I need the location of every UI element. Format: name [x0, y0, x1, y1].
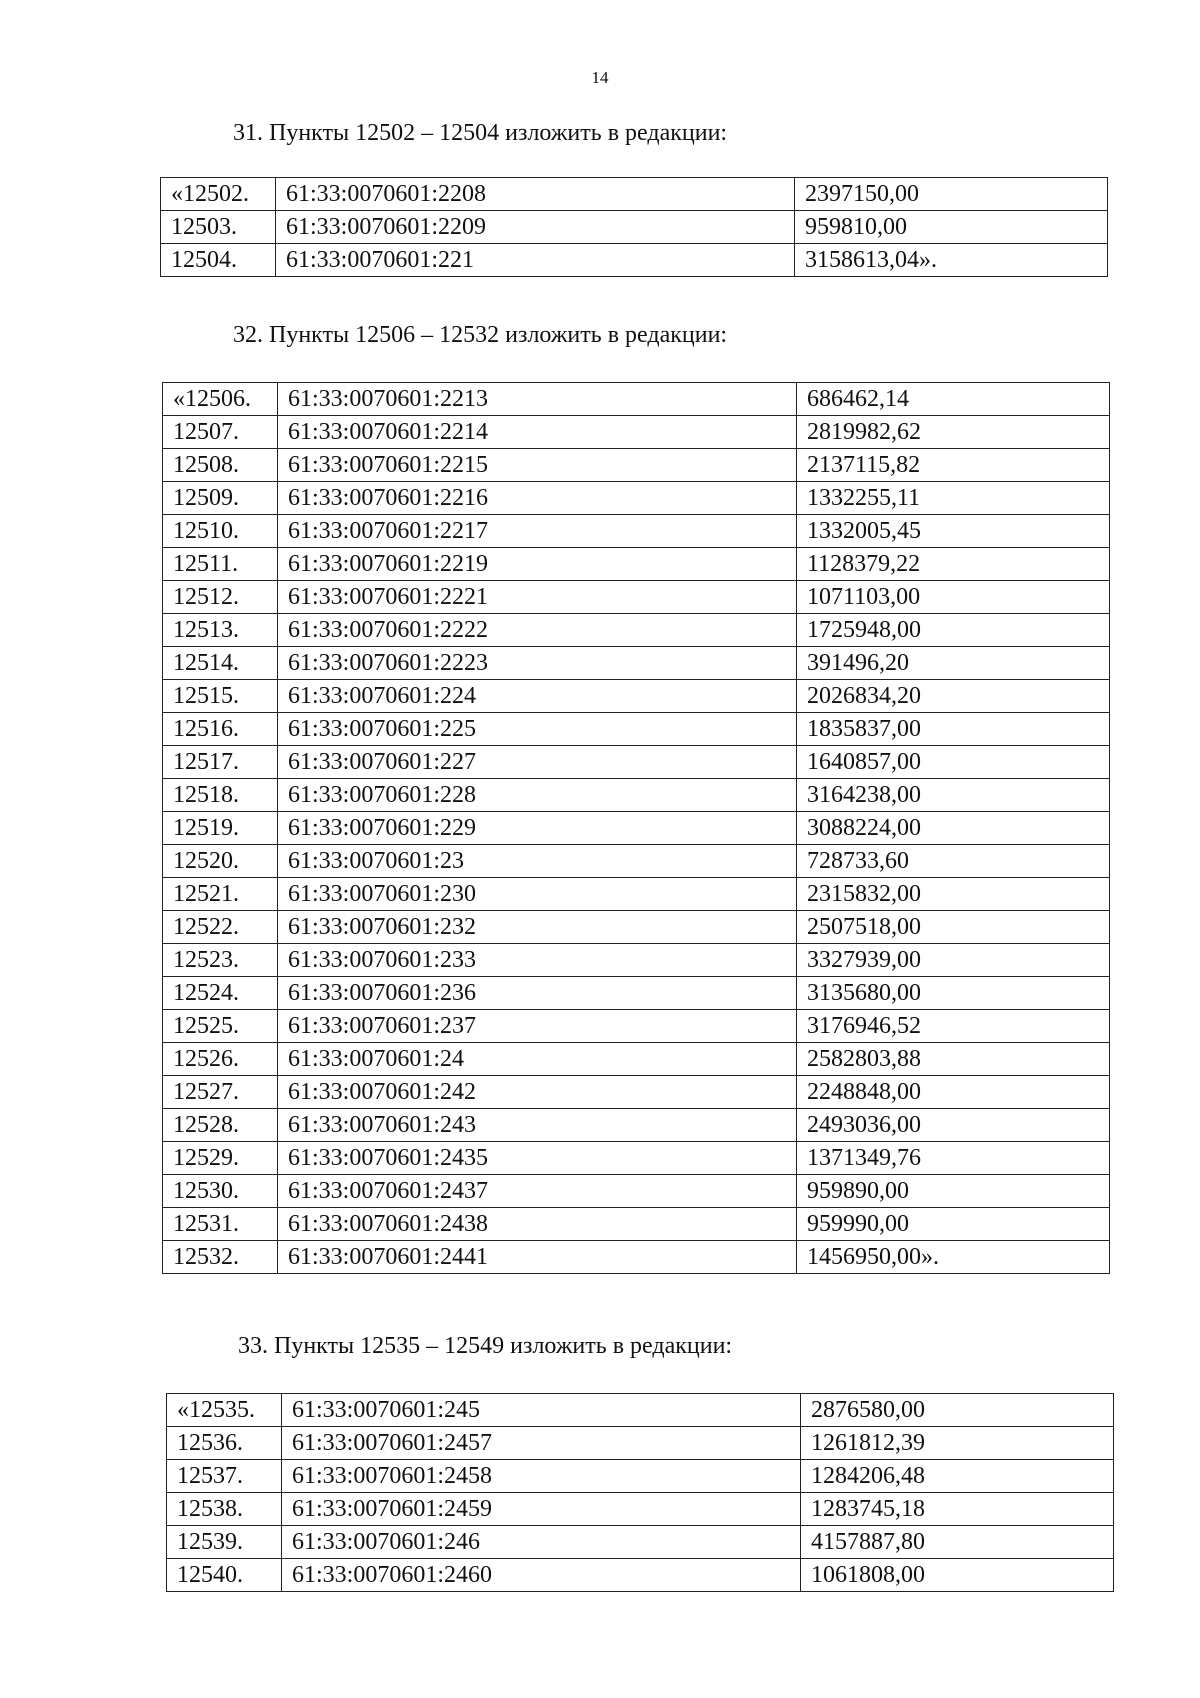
cadastral-number-cell: 61:33:0070601:2214 — [278, 416, 797, 449]
item-number-cell: 12538. — [167, 1493, 282, 1526]
item-number-cell: 12504. — [161, 244, 276, 277]
value-cell: 1283745,18 — [801, 1493, 1114, 1526]
item-number-cell: «12502. — [161, 178, 276, 211]
item-number-cell: «12535. — [167, 1394, 282, 1427]
table-row — [163, 713, 1110, 746]
page-number: 14 — [591, 68, 609, 87]
cadastral-number-cell: 61:33:0070601:221 — [276, 244, 795, 277]
cadastral-number-cell: 61:33:0070601:2217 — [278, 515, 797, 548]
table-row — [163, 1109, 1110, 1142]
cadastral-number-cell: 61:33:0070601:2219 — [278, 548, 797, 581]
value-cell: 959990,00 — [797, 1208, 1110, 1241]
cadastral-number-cell: 61:33:0070601:2223 — [278, 647, 797, 680]
cadastral-number-cell: 61:33:0070601:2460 — [282, 1559, 801, 1592]
value-cell: 1371349,76 — [797, 1142, 1110, 1175]
item-number-cell: 12540. — [167, 1559, 282, 1592]
cadastral-number-cell: 61:33:0070601:2213 — [278, 383, 797, 416]
table-row — [163, 977, 1110, 1010]
table-row — [163, 1010, 1110, 1043]
item-number-cell: 12537. — [167, 1460, 282, 1493]
table-row — [163, 383, 1110, 416]
cadastral-number-cell: 61:33:0070601:2458 — [282, 1460, 801, 1493]
cadastral-number-cell: 61:33:0070601:2437 — [278, 1175, 797, 1208]
table-row — [167, 1559, 1114, 1592]
item-number-cell: «12506. — [163, 383, 278, 416]
cadastral-number-cell: 61:33:0070601:229 — [278, 812, 797, 845]
item-number-cell: 12509. — [163, 482, 278, 515]
cadastral-number-cell: 61:33:0070601:24 — [278, 1043, 797, 1076]
table-row — [163, 1208, 1110, 1241]
value-cell: 1640857,00 — [797, 746, 1110, 779]
table-row — [163, 416, 1110, 449]
value-cell: 2026834,20 — [797, 680, 1110, 713]
cadastral-number-cell: 61:33:0070601:228 — [278, 779, 797, 812]
table-row — [163, 647, 1110, 680]
item-number-cell: 12522. — [163, 911, 278, 944]
value-cell: 1835837,00 — [797, 713, 1110, 746]
value-cell: 3158613,04». — [795, 244, 1108, 277]
value-cell: 1071103,00 — [797, 581, 1110, 614]
item-number-cell: 12510. — [163, 515, 278, 548]
value-cell: 2507518,00 — [797, 911, 1110, 944]
value-cell: 2315832,00 — [797, 878, 1110, 911]
cadastral-number-cell: 61:33:0070601:224 — [278, 680, 797, 713]
value-cell: 3176946,52 — [797, 1010, 1110, 1043]
cadastral-number-cell: 61:33:0070601:2215 — [278, 449, 797, 482]
table-row — [161, 178, 1108, 211]
value-cell: 2582803,88 — [797, 1043, 1110, 1076]
cadastral-number-cell: 61:33:0070601:225 — [278, 713, 797, 746]
value-cell: 686462,14 — [797, 383, 1110, 416]
table-row — [163, 1175, 1110, 1208]
table-row — [163, 482, 1110, 515]
value-cell: 2397150,00 — [795, 178, 1108, 211]
item-number-cell: 12528. — [163, 1109, 278, 1142]
cadastral-number-cell: 61:33:0070601:2209 — [276, 211, 795, 244]
table-row — [161, 244, 1108, 277]
value-cell: 1128379,22 — [797, 548, 1110, 581]
value-cell: 2137115,82 — [797, 449, 1110, 482]
section-32-heading: 32. Пункты 12506 – 12532 изложить в редакции: — [233, 322, 728, 348]
table-row — [163, 878, 1110, 911]
item-number-cell: 12517. — [163, 746, 278, 779]
item-number-cell: 12518. — [163, 779, 278, 812]
cadastral-number-cell: 61:33:0070601:2435 — [278, 1142, 797, 1175]
value-cell: 3327939,00 — [797, 944, 1110, 977]
item-number-cell: 12507. — [163, 416, 278, 449]
value-cell: 391496,20 — [797, 647, 1110, 680]
table-row — [163, 911, 1110, 944]
item-number-cell: 12523. — [163, 944, 278, 977]
item-number-cell: 12531. — [163, 1208, 278, 1241]
table-row — [163, 1142, 1110, 1175]
cadastral-number-cell: 61:33:0070601:246 — [282, 1526, 801, 1559]
cadastral-number-cell: 61:33:0070601:232 — [278, 911, 797, 944]
item-number-cell: 12532. — [163, 1241, 278, 1274]
item-number-cell: 12520. — [163, 845, 278, 878]
value-cell: 1332005,45 — [797, 515, 1110, 548]
value-cell: 3135680,00 — [797, 977, 1110, 1010]
table-row — [163, 944, 1110, 977]
table-row — [167, 1394, 1114, 1427]
value-cell: 2876580,00 — [801, 1394, 1114, 1427]
cadastral-number-cell: 61:33:0070601:237 — [278, 1010, 797, 1043]
value-cell: 1061808,00 — [801, 1559, 1114, 1592]
value-cell: 1332255,11 — [797, 482, 1110, 515]
cadastral-number-cell: 61:33:0070601:243 — [278, 1109, 797, 1142]
cadastral-number-cell: 61:33:0070601:245 — [282, 1394, 801, 1427]
cadastral-number-cell: 61:33:0070601:2457 — [282, 1427, 801, 1460]
cadastral-number-cell: 61:33:0070601:2208 — [276, 178, 795, 211]
value-cell: 2493036,00 — [797, 1109, 1110, 1142]
item-number-cell: 12514. — [163, 647, 278, 680]
cadastral-number-cell: 61:33:0070601:2459 — [282, 1493, 801, 1526]
value-cell: 2248848,00 — [797, 1076, 1110, 1109]
value-cell: 1725948,00 — [797, 614, 1110, 647]
item-number-cell: 12503. — [161, 211, 276, 244]
section-33-heading: 33. Пункты 12535 – 12549 изложить в редакции: — [238, 1333, 733, 1359]
table-row — [163, 449, 1110, 482]
table-row — [163, 1241, 1110, 1274]
cadastral-number-cell: 61:33:0070601:230 — [278, 878, 797, 911]
value-cell: 959890,00 — [797, 1175, 1110, 1208]
item-number-cell: 12508. — [163, 449, 278, 482]
item-number-cell: 12521. — [163, 878, 278, 911]
cadastral-number-cell: 61:33:0070601:2438 — [278, 1208, 797, 1241]
item-number-cell: 12511. — [163, 548, 278, 581]
table-row — [161, 211, 1108, 244]
table-row — [163, 812, 1110, 845]
table-row — [163, 746, 1110, 779]
table-row — [163, 845, 1110, 878]
item-number-cell: 12524. — [163, 977, 278, 1010]
section-31-heading: 31. Пункты 12502 – 12504 изложить в редакции: — [233, 120, 728, 146]
value-cell: 4157887,80 — [801, 1526, 1114, 1559]
cadastral-number-cell: 61:33:0070601:233 — [278, 944, 797, 977]
item-number-cell: 12536. — [167, 1427, 282, 1460]
table-row — [167, 1493, 1114, 1526]
item-number-cell: 12525. — [163, 1010, 278, 1043]
item-number-cell: 12529. — [163, 1142, 278, 1175]
cadastral-number-cell: 61:33:0070601:23 — [278, 845, 797, 878]
table-row — [163, 680, 1110, 713]
cadastral-number-cell: 61:33:0070601:227 — [278, 746, 797, 779]
section-33-table — [166, 1393, 1114, 1592]
cadastral-number-cell: 61:33:0070601:2221 — [278, 581, 797, 614]
section-32-table — [162, 382, 1110, 1274]
table-row — [163, 548, 1110, 581]
table-row — [167, 1526, 1114, 1559]
item-number-cell: 12513. — [163, 614, 278, 647]
table-row — [163, 614, 1110, 647]
item-number-cell: 12527. — [163, 1076, 278, 1109]
table-row — [163, 581, 1110, 614]
table-row — [163, 1043, 1110, 1076]
item-number-cell: 12519. — [163, 812, 278, 845]
section-31-table — [160, 177, 1108, 277]
item-number-cell: 12530. — [163, 1175, 278, 1208]
item-number-cell: 12512. — [163, 581, 278, 614]
cadastral-number-cell: 61:33:0070601:236 — [278, 977, 797, 1010]
cadastral-number-cell: 61:33:0070601:2441 — [278, 1241, 797, 1274]
table-row — [167, 1427, 1114, 1460]
table-row — [163, 515, 1110, 548]
value-cell: 1456950,00». — [797, 1241, 1110, 1274]
value-cell: 3088224,00 — [797, 812, 1110, 845]
value-cell: 1261812,39 — [801, 1427, 1114, 1460]
table-row — [163, 779, 1110, 812]
cadastral-number-cell: 61:33:0070601:242 — [278, 1076, 797, 1109]
item-number-cell: 12515. — [163, 680, 278, 713]
value-cell: 1284206,48 — [801, 1460, 1114, 1493]
item-number-cell: 12526. — [163, 1043, 278, 1076]
value-cell: 2819982,62 — [797, 416, 1110, 449]
value-cell: 3164238,00 — [797, 779, 1110, 812]
table-row — [163, 1076, 1110, 1109]
cadastral-number-cell: 61:33:0070601:2222 — [278, 614, 797, 647]
item-number-cell: 12516. — [163, 713, 278, 746]
table-row — [167, 1460, 1114, 1493]
value-cell: 959810,00 — [795, 211, 1108, 244]
item-number-cell: 12539. — [167, 1526, 282, 1559]
value-cell: 728733,60 — [797, 845, 1110, 878]
cadastral-number-cell: 61:33:0070601:2216 — [278, 482, 797, 515]
